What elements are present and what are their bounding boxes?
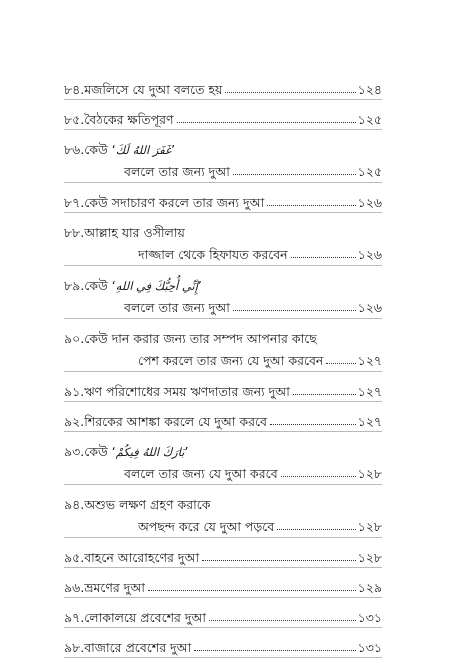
- table-of-contents: [64, 70, 382, 658]
- dot-leader: [326, 363, 355, 364]
- entry-number: ৮৮.: [64, 224, 85, 240]
- dot-leader: [291, 257, 356, 258]
- entry-title: অশুভ লক্ষণ গ্রহণ করাকে: [84, 496, 211, 512]
- arabic-phrase: بَارَكَ اللهُ فِيكُمْ: [115, 444, 185, 459]
- arabic-phrase: غَفَرَ اللهُ لَكَ: [115, 142, 172, 157]
- entry-number: ৯৭.: [64, 609, 85, 625]
- entry-title: কেউ: [84, 277, 108, 293]
- toc-entry-98: [64, 628, 382, 658]
- dot-leader: [194, 650, 355, 651]
- dot-leader: [233, 310, 356, 311]
- entry-title: লোকালয়ে প্রবেশের দুআ: [84, 609, 206, 625]
- dot-leader: [233, 174, 356, 175]
- page-number: ১২৯: [357, 579, 382, 595]
- page-number: ১২৬: [357, 299, 382, 315]
- toc-entry-97: [64, 598, 382, 628]
- entry-number: ৯৪.: [64, 496, 85, 512]
- page-number: ১২৭: [357, 413, 382, 429]
- toc-entry-90: [64, 319, 382, 372]
- dot-leader: [293, 394, 356, 395]
- entry-number: ৮৯.: [64, 277, 85, 293]
- entry-number: ৯৫.: [64, 549, 85, 565]
- entry-title: কেউ সদাচারণ করলে তার জন্য দুআ: [84, 194, 265, 210]
- toc-entry-84: [64, 70, 382, 100]
- page-number: ১২৬: [357, 246, 382, 262]
- entry-title: বৈঠকের ক্ষতিপূরণ: [84, 111, 174, 127]
- arabic-phrase: إِنِّي أُحِبُّكَ فِي اللهِ: [115, 278, 198, 293]
- page-number: ১২৬: [357, 194, 382, 210]
- page-number: ১২৫: [357, 111, 382, 127]
- entry-title: আল্লাহ যার ওসীলায়: [84, 224, 185, 240]
- page-number: ১২৭: [357, 352, 382, 368]
- dot-leader: [209, 620, 356, 621]
- toc-entry-92: [64, 402, 382, 432]
- dot-leader: [267, 205, 355, 206]
- page-number: ১২৮: [357, 465, 382, 481]
- dot-leader: [225, 92, 355, 93]
- dot-leader: [177, 122, 356, 123]
- dot-leader: [277, 529, 355, 530]
- page-number: ১৩১: [357, 639, 382, 655]
- toc-entry-96: [64, 568, 382, 598]
- entry-title: ভ্রমণের দুআ: [84, 579, 145, 595]
- entry-number: ৯০.: [64, 330, 85, 346]
- entry-number: ৮৫.: [64, 111, 85, 127]
- entry-number: ৯১.: [64, 383, 85, 399]
- entry-title: শিরকের আশঙ্কা করলে যে দুআ করবে: [84, 413, 267, 429]
- entry-title: ঋণ পরিশোধের সময় ঋণদাতার জন্য দুআ: [84, 383, 290, 399]
- page-number: ১২৪: [357, 81, 382, 97]
- toc-entry-85: [64, 100, 382, 130]
- toc-entry-86: ৮৬. কেউ ‘ غَفَرَ اللهُ لَكَ ’ বললে তার জন্য দুআ ১২৫: [64, 130, 382, 183]
- entry-title-continued: বললে তার জন্য দুআ: [124, 299, 230, 315]
- entry-title: কেউ দান করার জন্য তার সম্পদ আপনার কাছে: [84, 330, 317, 346]
- entry-title: কেউ: [84, 443, 108, 459]
- page-number: ১২৮: [357, 518, 382, 534]
- entry-title-continued: বললে তার জন্য যে দুআ করবে: [124, 465, 278, 481]
- entry-title: মজলিসে যে দুআ বলতে হয়: [84, 81, 223, 97]
- toc-entry-95: [64, 538, 382, 568]
- entry-number: ৮৪.: [64, 81, 85, 97]
- entry-title: বাজারে প্রবেশের দুআ: [84, 639, 192, 655]
- toc-entry-91: [64, 372, 382, 402]
- toc-entry-87: [64, 183, 382, 213]
- entry-title: বাহনে আরোহণের দুআ: [84, 549, 200, 565]
- entry-title-continued: দাজ্জাল থেকে হিফাযত করবেন: [138, 246, 288, 262]
- entry-number: ৯৮.: [64, 639, 85, 655]
- entry-number: ৯৬.: [64, 579, 85, 595]
- dot-leader: [202, 560, 356, 561]
- entry-number: ৮৭.: [64, 194, 85, 210]
- dot-leader: [270, 424, 356, 425]
- toc-entry-93: ৯৩. কেউ ‘ بَارَكَ اللهُ فِيكُمْ ’ বললে তার জন্য যে দুআ করবে ১২৮: [64, 432, 382, 485]
- page-number: ১৩১: [357, 609, 382, 625]
- toc-entry-94: [64, 485, 382, 538]
- entry-title-continued: অপছন্দ করে যে দুআ পড়বে: [138, 518, 275, 534]
- page-number: ১২৭: [357, 383, 382, 399]
- page-number: ১২৫: [357, 163, 382, 179]
- page-number: ১২৮: [357, 549, 382, 565]
- entry-number: ৯৩.: [64, 443, 85, 459]
- entry-number: ৮৬.: [64, 141, 85, 157]
- entry-title-continued: বললে তার জন্য দুআ: [124, 163, 230, 179]
- toc-entry-88: [64, 213, 382, 266]
- entry-number: ৯২.: [64, 413, 85, 429]
- entry-title-continued: পেশ করলে তার জন্য যে দুআ করবেন: [138, 352, 324, 368]
- entry-title: কেউ: [84, 141, 108, 157]
- dot-leader: [148, 590, 356, 591]
- toc-entry-89: ৮৯. কেউ ‘ إِنِّي أُحِبُّكَ فِي اللهِ ’ বললে তার জন্য দুআ ১২৬: [64, 266, 382, 319]
- dot-leader: [281, 476, 356, 477]
